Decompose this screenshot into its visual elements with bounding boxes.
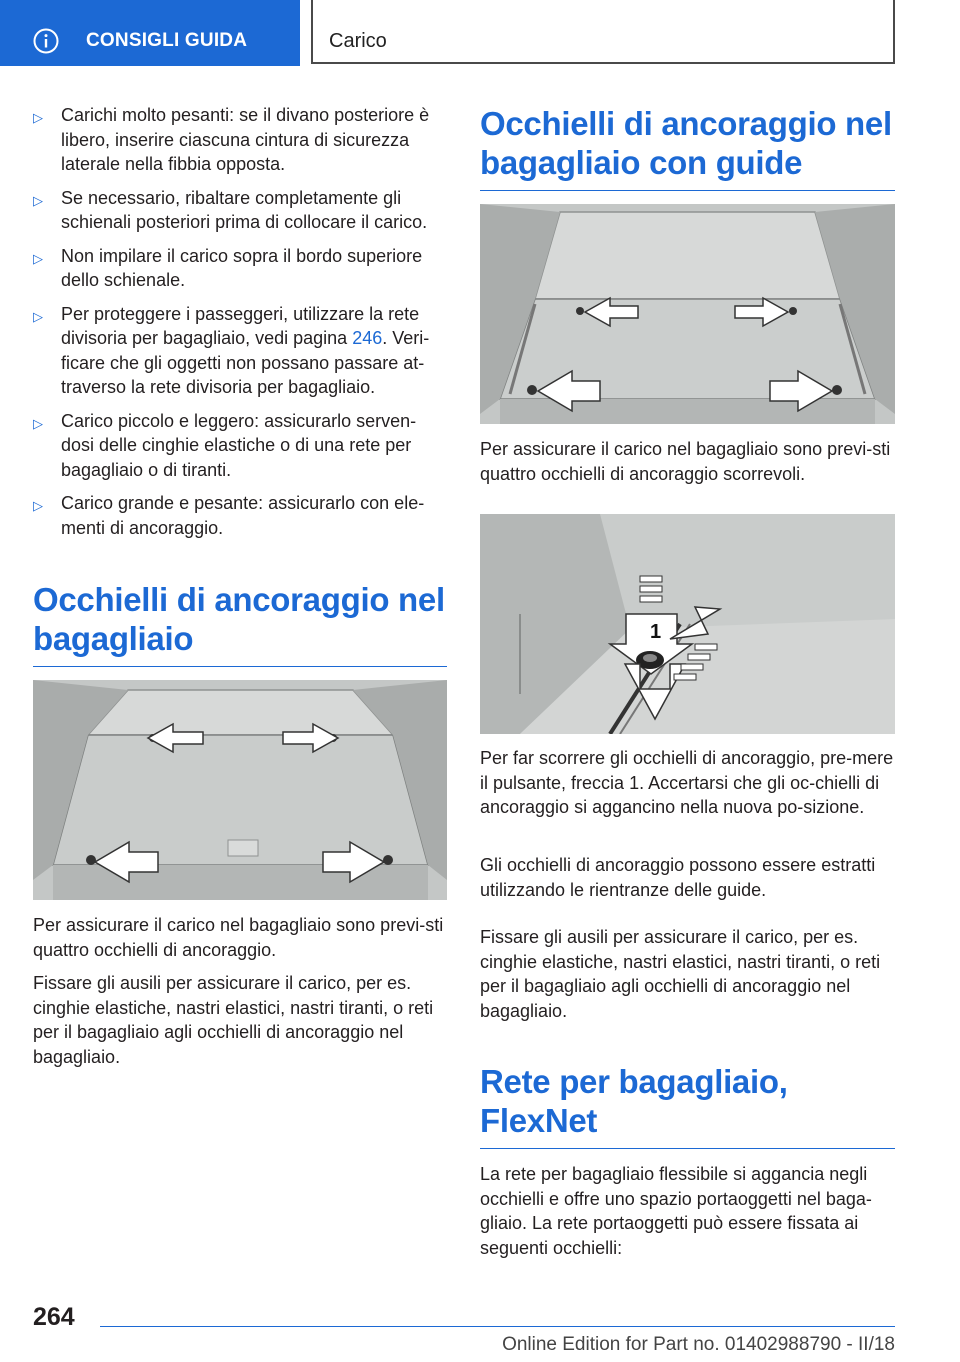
bullet-triangle-icon: ▷ xyxy=(33,192,43,208)
section-heading: Occhielli di ancoraggio nel bagagliaio con guide xyxy=(480,104,895,191)
paragraph: La rete per bagagliaio flessibile si aggancia negli occhielli e offre uno spazio portaoggetti nel baga-gliaio. La rete portaoggetti può essere fissata ai seguenti occhielli: xyxy=(480,1164,872,1258)
list-item: ▷ Per proteggere i passeggeri, utilizzare la rete divisoria per bagagliaio, vedi pagina 246. Veri-ficare che gli oggetti non possano passare at-traverso la rete divisoria per bagagliaio. xyxy=(33,303,430,397)
trunk-anchor-illustration xyxy=(33,680,447,900)
paragraph: Per assicurare il carico nel bagagliaio sono previ-sti quattro occhielli di ancoraggio. xyxy=(33,915,444,960)
paragraph: Fissare gli ausili per assicurare il carico, per es. cinghie elastiche, nastri elastici, nastri tiranti, o reti per il bagagliaio agli occhielli di ancoraggio nel bagagliaio. xyxy=(33,973,434,1067)
bullet-triangle-icon: ▷ xyxy=(33,110,43,125)
paragraph: Fissare gli ausili per assicurare il carico, per es. cinghie elastiche, nastri elastici, nastri tiranti, o reti per il bagagliaio agli occhielli di ancoraggio nel bagagliaio. xyxy=(480,927,881,1021)
footer-rule xyxy=(100,1326,895,1327)
page-link[interactable]: 246 xyxy=(352,328,383,348)
section-label: CONSIGLI GUIDA xyxy=(86,30,248,51)
section-heading: Occhielli di ancoraggio nel bagagliaio xyxy=(33,580,447,667)
paragraph: Gli occhielli di ancoraggio possono essere estratti utilizzando le rientranze delle guide. xyxy=(480,855,876,900)
section-heading: Rete per bagagliaio, FlexNet xyxy=(480,1062,895,1149)
bullet-triangle-icon: ▷ xyxy=(33,250,43,266)
trunk-sliding-anchor-illustration xyxy=(480,204,895,424)
paragraph: Per far scorrere gli occhielli di ancoraggio, pre-mere il pulsante, freccia 1. Accertarsi che gli oc-chielli di ancoraggio si aggancino nella nuova po-sizione. xyxy=(480,748,894,817)
chapter-title: Carico xyxy=(329,30,387,52)
edition-text: Online Edition for Part no. 01402988790 - II/18 xyxy=(502,1334,895,1355)
bullet-triangle-icon: ▷ xyxy=(33,415,43,431)
paragraph: Per assicurare il carico nel bagagliaio sono previ-sti quattro occhielli di ancoraggio scorrevoli. xyxy=(480,439,891,484)
page-number: 264 xyxy=(33,1303,75,1331)
list-item: ▷ Carico grande e pesante: assicurarlo con ele-menti di ancoraggio. xyxy=(33,493,425,538)
section-tab xyxy=(0,0,300,66)
callout-number: 1 xyxy=(650,621,662,643)
list-item: ▷ Non impilare il carico sopra il bordo superiore dello schienale. xyxy=(33,245,423,290)
list-item: ▷ Carichi molto pesanti: se il divano posteriore è libero, inserire ciascuna cintura di sicurezza laterale nella fibbia opposta. xyxy=(33,105,430,174)
list-item: ▷ Carico piccolo e leggero: assicurarlo serven-dosi delle cinghie elastiche o di una rete per bagagliaio o di tiranti. xyxy=(33,410,417,480)
bullet-triangle-icon: ▷ xyxy=(33,498,43,513)
rail-detail-illustration xyxy=(480,514,895,734)
list-item: ▷ Se necessario, ribaltare completamente gli schienali posteriori prima di collocare il carico. xyxy=(33,187,428,232)
chapter-header xyxy=(311,0,895,64)
bullet-list xyxy=(33,103,447,549)
info-icon xyxy=(33,28,59,54)
bullet-triangle-icon: ▷ xyxy=(33,308,43,324)
